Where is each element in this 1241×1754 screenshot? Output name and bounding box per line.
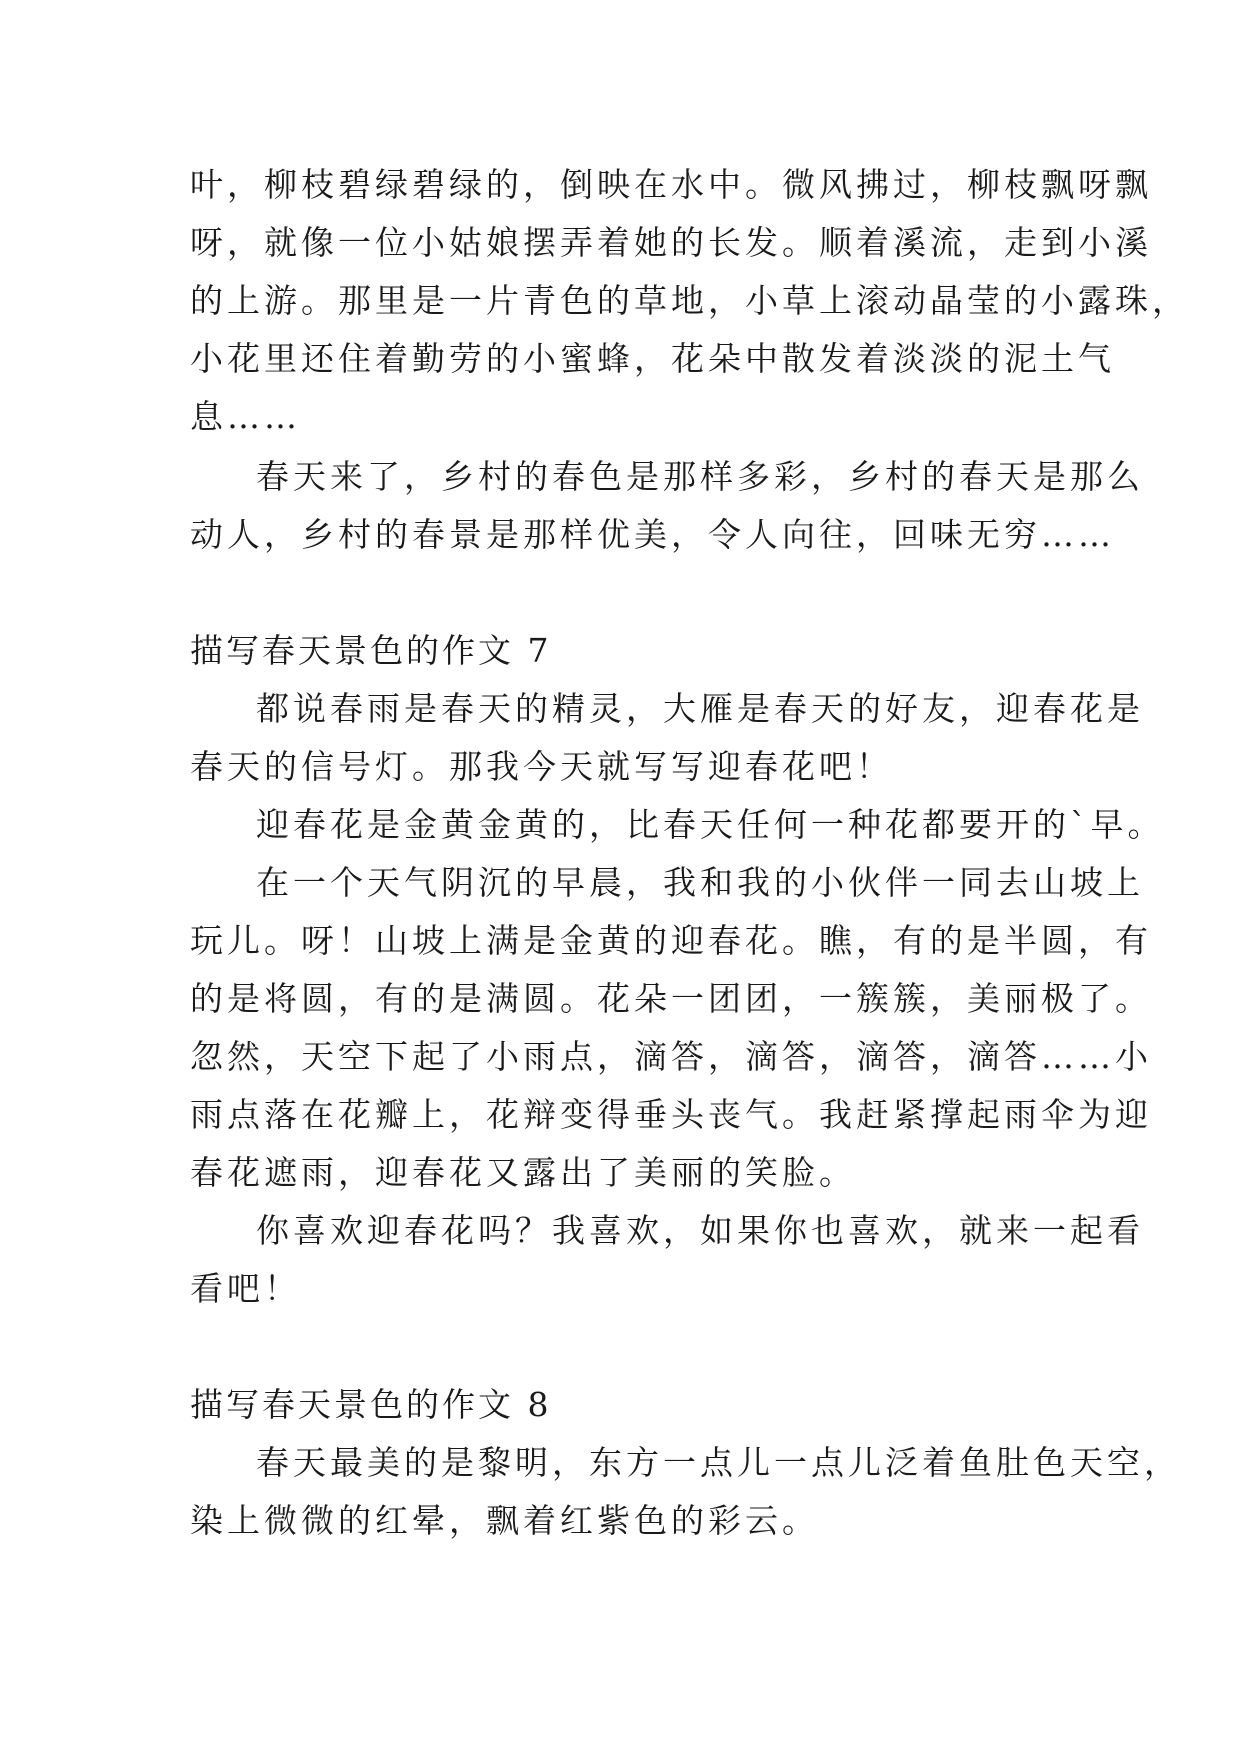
paragraph-line: 你喜欢迎春花吗？我喜欢，如果你也喜欢，就来一起看 (256, 1211, 1144, 1250)
paragraph-line: 叶，柳枝碧绿碧绿的，倒映在水中。微风拂过，柳枝飘呀飘 (190, 165, 1152, 204)
paragraph-line: 息…… (190, 397, 301, 436)
paragraph-line: 动人，乡村的春景是那样优美，令人向往，回味无穷…… (190, 515, 1115, 554)
paragraph-line: 的上游。那里是一片青色的草地，小草上滚动晶莹的小露珠， (190, 281, 1189, 320)
paragraph-line: 染上微微的红晕，飘着红紫色的彩云。 (190, 1501, 819, 1540)
paragraph-line: 小花里还住着勤劳的小蜜蜂，花朵中散发着淡淡的泥土气 (190, 339, 1115, 378)
paragraph-line: 迎春花是金黄金黄的，比春天任何一种花都要开的`早。 (256, 805, 1165, 844)
paragraph-line: 春天来了，乡村的春色是那样多彩，乡村的春天是那么 (256, 457, 1144, 496)
paragraph-line: 都说春雨是春天的精灵，大雁是春天的好友，迎春花是 (256, 689, 1144, 728)
section-heading: 描写春天景色的作文 7 (190, 631, 552, 670)
paragraph-line: 呀，就像一位小姑娘摆弄着她的长发。顺着溪流，走到小溪 (190, 223, 1152, 262)
paragraph-line: 雨点落在花瓣上，花辩变得垂头丧气。我赶紧撑起雨伞为迎 (190, 1095, 1152, 1134)
paragraph-line: 在一个天气阴沉的早晨，我和我的小伙伴一同去山坡上 (256, 863, 1144, 902)
paragraph-line: 看吧！ (190, 1269, 301, 1308)
paragraph-line: 忽然，天空下起了小雨点，滴答，滴答，滴答，滴答……小 (190, 1037, 1152, 1076)
paragraph-line: 春天的信号灯。那我今天就写写迎春花吧！ (190, 747, 893, 786)
paragraph-line: 春花遮雨，迎春花又露出了美丽的笑脸。 (190, 1153, 856, 1192)
paragraph-line: 玩儿。呀！山坡上满是金黄的迎春花。瞧，有的是半圆，有 (190, 921, 1152, 960)
paragraph-line: 的是将圆，有的是满圆。花朵一团团，一簇簇，美丽极了。 (190, 979, 1152, 1018)
section-heading: 描写春天景色的作文 8 (190, 1385, 552, 1424)
paragraph-line: 春天最美的是黎明，东方一点儿一点儿泛着鱼肚色天空， (256, 1443, 1181, 1482)
